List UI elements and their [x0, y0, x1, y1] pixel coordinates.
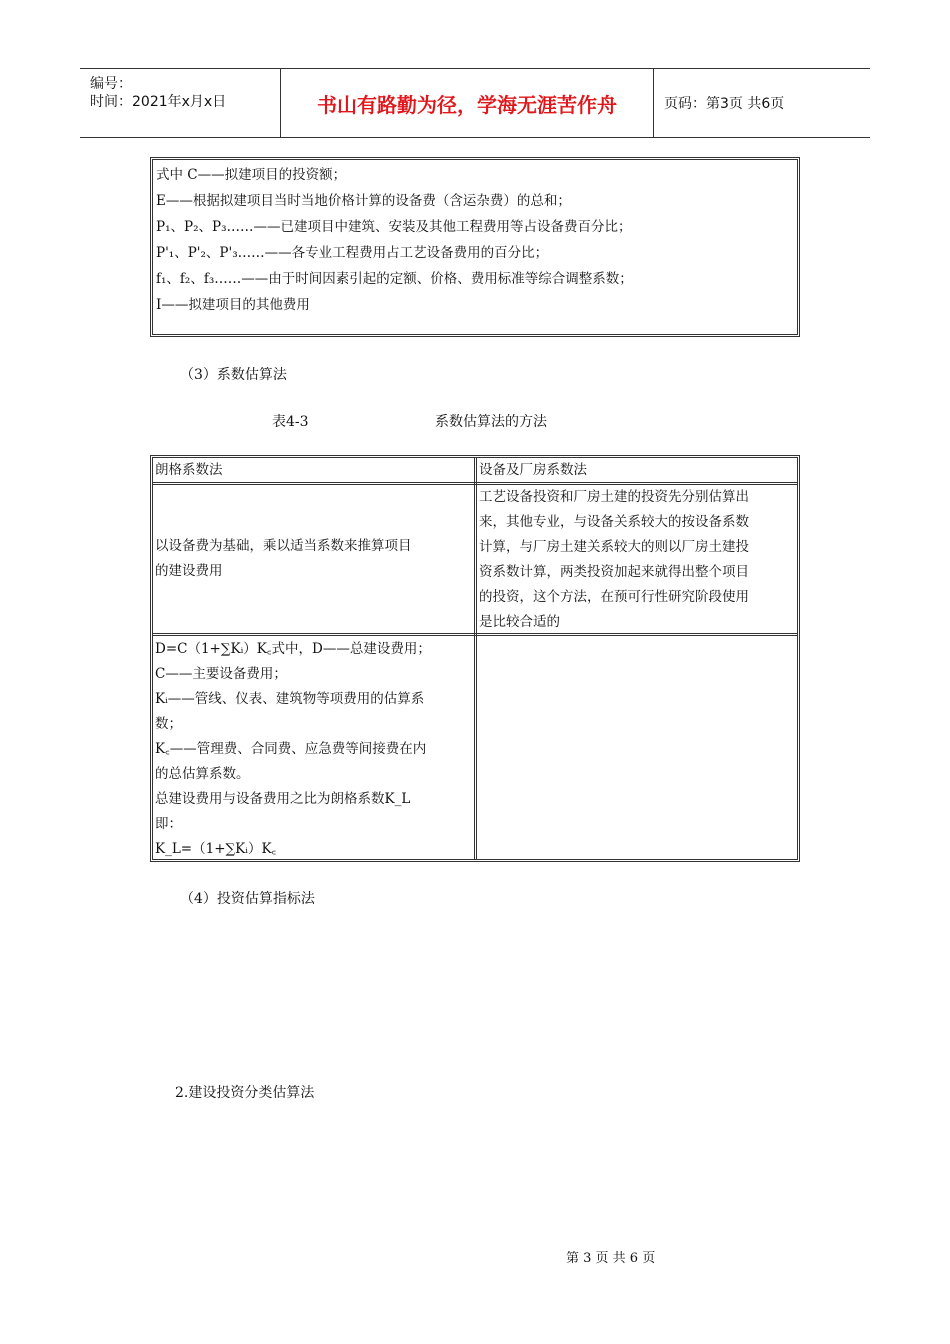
page-header — [80, 68, 870, 138]
cell-line: 来，其他专业，与设备关系较大的按设备系数 — [479, 514, 749, 530]
cell-line: K_L=（1+∑Kᵢ）K꜀ — [155, 841, 277, 857]
table-number: 表4-3 — [272, 414, 309, 430]
cell-line: K꜀——管理费、合同费、应急费等间接费在内 — [155, 741, 427, 757]
header-meta — [80, 69, 281, 137]
cell-line: 数； — [155, 716, 182, 732]
cell-line: 总建设费用与设备费用之比为朗格系数K_L — [155, 791, 411, 807]
definition-line: f₁、f₂、f₃……——由于时间因素引起的定额、价格、费用标准等综合调整系数； — [156, 271, 633, 287]
definition-line: P'₁、P'₂、P'₃……——各专业工程费用占工艺设备费用的百分比； — [156, 245, 549, 261]
definition-line: E——根据拟建项目当时当地价格计算的设备费（含运杂费）的总和； — [156, 193, 571, 209]
table-cell-lang-description — [153, 534, 474, 584]
cell-line: 是比较合适的 — [479, 614, 560, 630]
cell-line: C——主要设备费用； — [155, 666, 287, 682]
cell-line: 的总估算系数。 — [155, 766, 250, 782]
cell-line: 计算，与厂房土建关系较大的则以厂房土建投 — [479, 539, 749, 555]
coefficient-method-table — [150, 455, 800, 862]
table-title: 系数估算法的方法 — [435, 414, 547, 430]
cell-line: 以设备费为基础，乘以适当系数来推算项目 — [155, 538, 412, 554]
section-heading-3: （3）系数估算法 — [180, 367, 287, 383]
table-header-equipment-plant-method: 设备及厂房系数法 — [479, 462, 587, 478]
table-cell-lang-formula — [153, 637, 474, 862]
definition-line: 式中 C——拟建项目的投资额； — [156, 167, 347, 183]
cell-line: D=C（1+∑Kᵢ）K꜀式中，D——总建设费用； — [155, 641, 431, 657]
table-cell-equipment-description — [477, 485, 797, 635]
cell-line: 资系数计算，两类投资加起来就得出整个项目 — [479, 564, 749, 580]
cell-line: Kᵢ——管线、仪表、建筑物等项费用的估算系 — [155, 691, 425, 707]
cell-line: 即： — [155, 816, 182, 832]
cell-line: 的建设费用 — [155, 563, 223, 579]
document-date: 时间：2021年x月x日 — [90, 94, 227, 110]
cell-line: 的投资，这个方法，在预可行性研究阶段使用 — [479, 589, 749, 605]
header-motto: 书山有路勤为径，学海无涯苦作舟 — [281, 69, 654, 137]
section-heading-4: （4）投资估算指标法 — [180, 891, 315, 907]
cell-line: 工艺设备投资和厂房土建的投资先分别估算出 — [479, 489, 749, 505]
table-header-lang-method: 朗格系数法 — [155, 462, 223, 478]
header-page-info: 页码：第3页 共6页 — [664, 96, 785, 112]
section-heading-2: 2.建设投资分类估算法 — [175, 1085, 315, 1101]
page-footer: 第 3 页 共 6 页 — [566, 1251, 656, 1266]
definition-line: P₁、P₂、P₃……——已建项目中建筑、安装及其他工程费用等占设备费百分比； — [156, 219, 632, 235]
document-number-label: 编号： — [90, 76, 132, 92]
definition-line: I——拟建项目的其他费用 — [156, 297, 310, 313]
formula-definitions-box — [150, 157, 800, 337]
